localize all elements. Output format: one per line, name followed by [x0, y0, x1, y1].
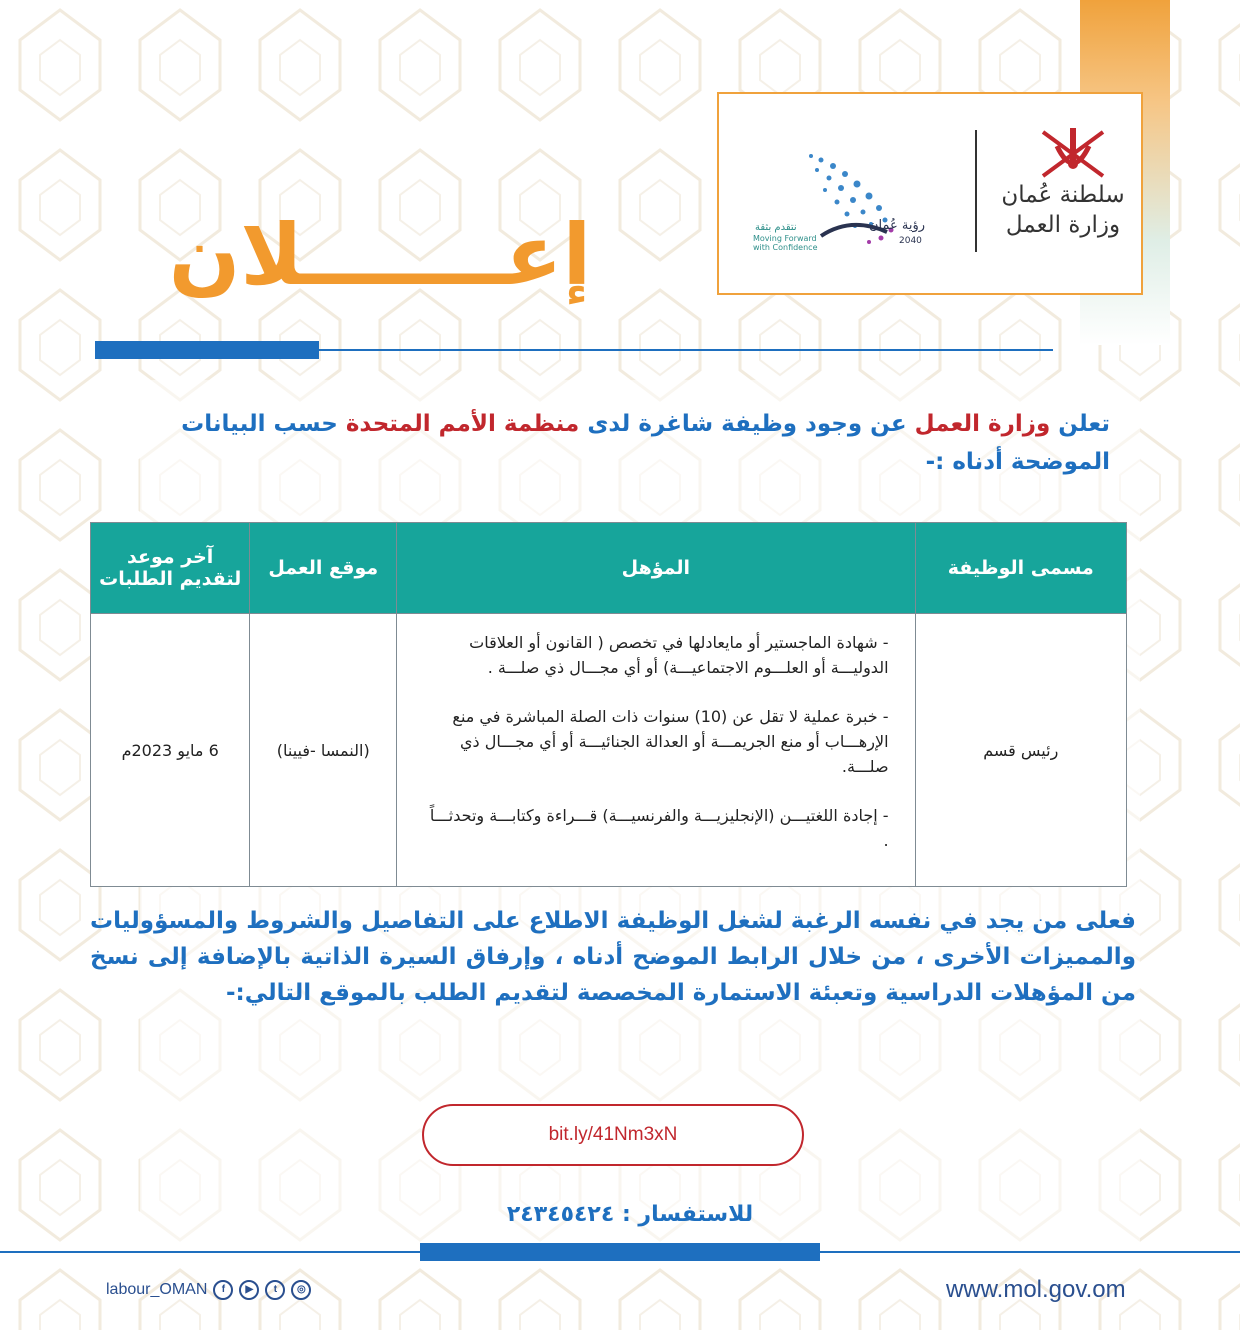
qualification-item: - شهادة الماجستير أو مايعادلها في تخصص ( القانون أو العلاقات الدوليـــة أو العلـــوم الاجتماعيـــة) أو أي مجـــال ذي صلـــة . — [469, 633, 889, 677]
table-header-row — [91, 523, 1127, 614]
table-row — [91, 614, 1127, 887]
ministry-line-2: وزارة العمل — [1005, 212, 1121, 238]
vision-title: رؤية عُمان — [869, 218, 926, 233]
header-location: موقع العمل — [250, 523, 397, 614]
header-qualification: المؤهل — [397, 523, 915, 614]
cell-location: (النمسا -فيينا) — [250, 614, 397, 887]
ministry-name — [993, 180, 1133, 240]
cell-qualification — [397, 614, 915, 887]
motto-arabic: نتقدم بثقة — [755, 222, 797, 233]
intro-text-2: عن وجود وظيفة شاغرة لدى — [579, 411, 915, 437]
vision-year: 2040 — [899, 236, 922, 246]
page-title: إعـــــــلان — [168, 206, 592, 304]
intro-ministry: وزارة العمل — [914, 411, 1051, 437]
social-handle[interactable]: labour_OMAN — [106, 1281, 208, 1298]
qualification-item: - خبرة عملية لا تقل عن (10) سنوات ذات الصلة المباشرة في منع الإرهـــاب أو منع الجريمـــة أو العدالة الجنائيـــة أو أي مجـــال ذي صلـــة. — [452, 707, 889, 776]
header-deadline: آخر موعد لتقديم الطلبات — [91, 523, 250, 614]
instagram-icon[interactable]: ◎ — [291, 1280, 311, 1300]
intro-organization: منظمة الأمم المتحدة — [345, 411, 580, 437]
footer-rule-accent — [420, 1243, 820, 1261]
social-links — [106, 1280, 311, 1300]
title-rule-accent — [95, 341, 319, 359]
intro-text-1: تعلن — [1050, 411, 1110, 437]
cell-deadline: 6 مايو 2023م — [91, 614, 250, 887]
cell-job-title: رئيس قسم — [915, 614, 1126, 887]
facebook-icon[interactable]: f — [213, 1280, 233, 1300]
ministry-logo-box — [717, 92, 1143, 295]
website-link[interactable]: www.mol.gov.om — [946, 1276, 1126, 1303]
inquiry-phone: للاستفسار : ٢٤٣٤٥٤٢٤ — [506, 1202, 754, 1227]
oman-emblem-icon — [1033, 124, 1113, 184]
motto-english: Moving Forward with Confidence — [753, 234, 818, 252]
ministry-line-1: سلطنة عُمان — [1001, 182, 1125, 208]
intro-paragraph — [110, 405, 1110, 481]
job-table — [90, 522, 1127, 887]
qualification-item: - إجادة اللغتيـــن (الإنجليزيـــة والفرنسيـــة) قـــراءة وكتابـــة وتحدثـــاً . — [429, 806, 889, 850]
intro-text-3: حسب البيانات الموضحة أدناه :- — [181, 411, 1110, 475]
application-link[interactable]: bit.ly/41Nm3xN — [422, 1104, 804, 1166]
logo-divider — [975, 130, 977, 252]
youtube-icon[interactable]: ▶ — [239, 1280, 259, 1300]
header-job-title: مسمى الوظيفة — [915, 523, 1126, 614]
closing-paragraph: فعلى من يجد في نفسه الرغبة لشغل الوظيفة الاطلاع على التفاصيل والشروط والمسؤوليات والمميزات الأخرى ، من خلال الرابط الموضح أدناه ، وإرفاق السيرة الذاتية بالإضافة إلى نسخ من المؤهلات الدراسية وتعبئة الاستمارة المخصصة لتقديم الطلب بالموقع التالي:- — [90, 908, 1136, 1006]
twitter-icon[interactable]: t — [265, 1280, 285, 1300]
